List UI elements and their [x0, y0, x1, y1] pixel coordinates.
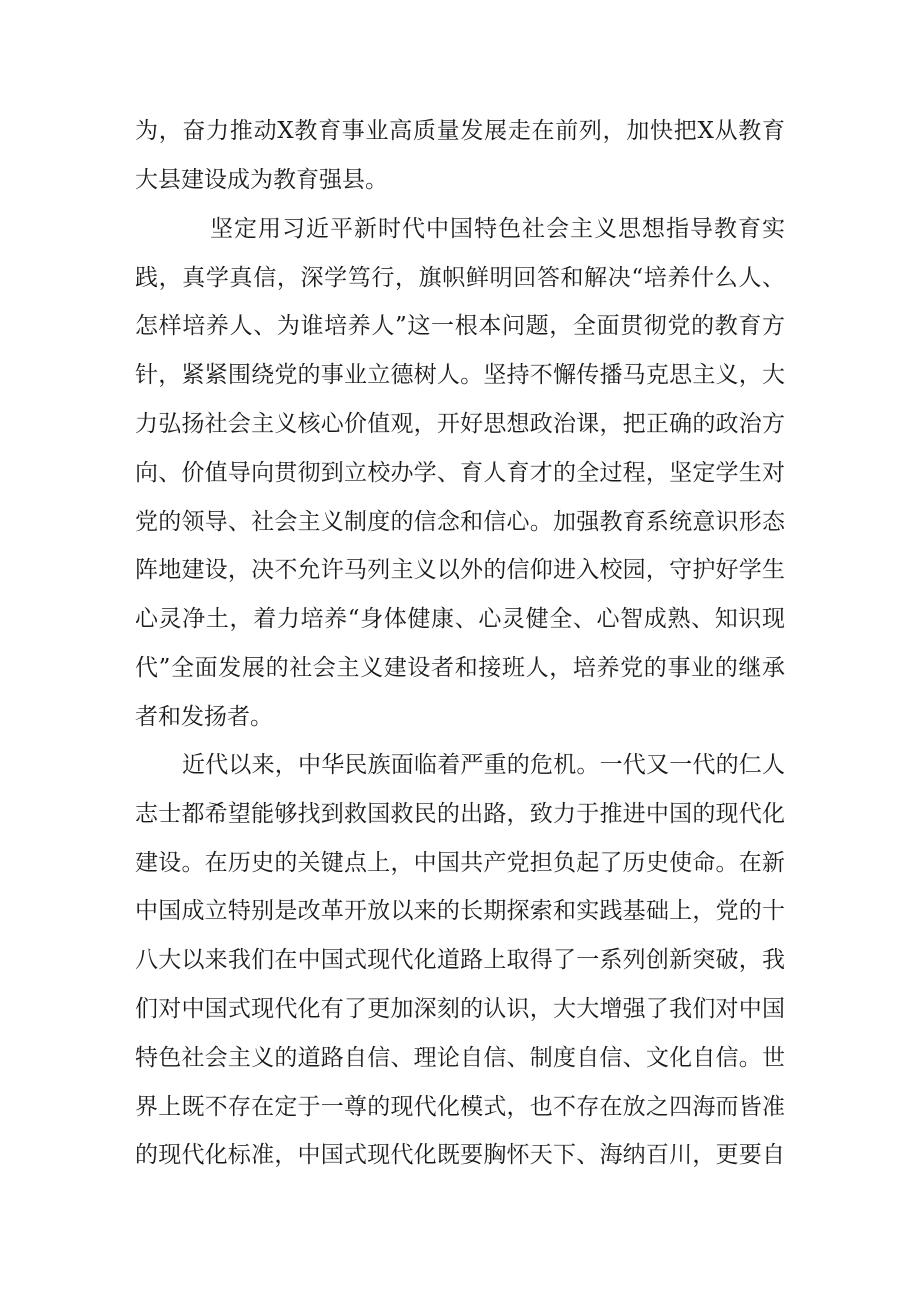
paragraph-3-line-8: 界上既不存在定于一尊的现代化模式，也不存在放之四海而皆准 — [135, 1094, 785, 1120]
paragraph-3-line-7: 特色社会主义的道路自信、理论自信、制度自信、文化自信。世 — [135, 1045, 785, 1071]
paragraph-2-line-4: 针，紧紧围绕党的事业立德树人。坚持不懈传播马克思主义，大 — [135, 362, 785, 388]
paragraph-3-line-5: 八大以来我们在中国式现代化道路上取得了一系列创新突破，我 — [135, 947, 785, 973]
paragraph-3-line-1: 近代以来，中华民族面临着严重的危机。一代又一代的仁人 — [182, 752, 785, 778]
paragraph-2-line-7: 党的领导、社会主义制度的信念和信心。加强教育系统意识形态 — [135, 509, 785, 535]
paragraph-3-line-9: 的现代化标准，中国式现代化既要胸怀天下、海纳百川，更要自 — [135, 1142, 785, 1168]
paragraph-3-line-4: 中国成立特别是改革开放以来的长期探索和实践基础上，党的十 — [135, 898, 785, 924]
paragraph-2-line-10: 代”全面发展的社会主义建设者和接班人，培养党的事业的继承 — [135, 655, 785, 681]
paragraph-2-line-2: 践，真学真信，深学笃行，旗帜鲜明回答和解决“培养什么人、 — [135, 265, 785, 291]
paragraph-3-line-2: 志士都希望能够找到救国救民的出路，致力于推进中国的现代化 — [135, 801, 785, 827]
paragraph-2-line-9: 心灵净土，着力培养“身体健康、心灵健全、心智成熟、知识现 — [135, 606, 785, 632]
paragraph-2-line-5: 力弘扬社会主义核心价值观，开好思想政治课，把正确的政治方 — [135, 411, 785, 437]
paragraph-3-line-6: 们对中国式现代化有了更加深刻的认识，大大增强了我们对中国 — [135, 996, 785, 1022]
paragraph-2-line-1: 坚定用习近平新时代中国特色社会主义思想指导教育实 — [210, 216, 785, 242]
paragraph-2-line-3: 怎样培养人、为谁培养人”这一根本问题，全面贯彻党的教育方 — [135, 313, 785, 339]
paragraph-3-line-3: 建设。在历史的关键点上，中国共产党担负起了历史使命。在新 — [135, 850, 785, 876]
paragraph-1-line-1: 为，奋力推动X教育事业高质量发展走在前列，加快把X从教育 — [135, 118, 785, 144]
paragraph-1-line-2: 大县建设成为教育强县。 — [135, 167, 388, 193]
paragraph-2-line-8: 阵地建设，决不允许马列主义以外的信仰进入校园，守护好学生 — [135, 557, 785, 583]
paragraph-2-line-11: 者和发扬者。 — [135, 704, 273, 730]
paragraph-2-line-6: 向、价值导向贯彻到立校办学、育人育才的全过程，坚定学生对 — [135, 460, 785, 486]
